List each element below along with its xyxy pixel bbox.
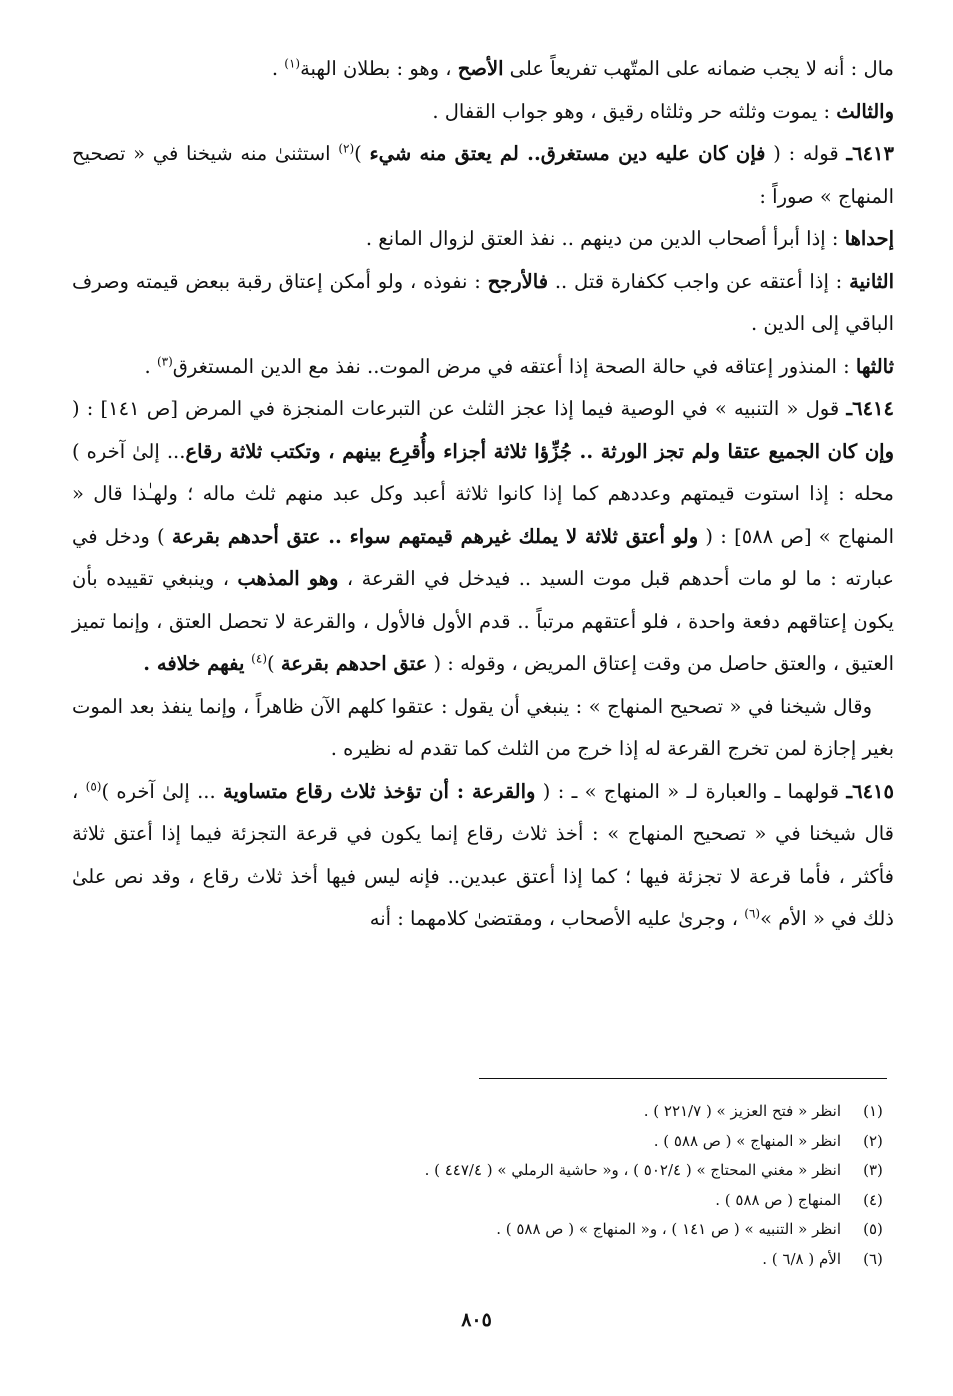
paragraph-shaykh-comment: وقال شيخنا في « تصحيح المنهاج » : ينبغي أن يقول : عتقوا كلهم الآن ظاهراً ، وإنما ينفذ بعد الموت بغير إجازة لمن تخرج القرعة له إذا خرج من الثلث كما تقدم له نظيره . [72, 694, 894, 760]
footnote-item: (٤) المنهاج ( ص ٥٨٨ ) . [715, 1190, 883, 1209]
footnote-ref-2: (٢) [338, 141, 355, 156]
footnote-ref-6: (٦) [744, 906, 761, 921]
paragraph-second: الثانية : إذا أعتقه عن واجب ككفارة قتل .. فالأرجح : نفوذه ، ولو أمكن إعتاق رقبة ببعض قيمته وصرف الباقي إلى الدين . [72, 269, 895, 335]
paragraph-1: مال : أنه لا يجب ضمانه على المتّهب تفريعاً على الأصح ، وهو : بطلان الهبة$^{(١)}$ . [271, 56, 894, 80]
page-number: ٨٠٥ [461, 1309, 492, 1331]
paragraph-6413: ٦٤١٣ـ قوله : ( فإن كان عليه دين مستغرق.. لم يعتق منه شيء )$^{(٢)}$ استثنىٰ منه شيخنا في « تصحيح المنهاج » صوراً : [72, 141, 894, 208]
footnote-divider [479, 1078, 887, 1079]
paragraph-third: ثالثها : المنذور إعتاقه في حالة الصحة إذا أعتقه في مرض الموت.. نفذ مع الدين المستغرق$^{(٣)}$ . [144, 354, 894, 378]
paragraph-first: إحداها : إذا أبرأ أصحاب الدين من دينهم .. نفذ العتق لزوال المانع . [365, 227, 894, 250]
footnote-item: (٥) انظر « التنبيه » ( ص ١٤١ ) ، و« المنهاج » ( ص ٥٨٨ ) . [496, 1220, 883, 1238]
paragraph-6415: ٦٤١٥ـ قولهما ـ والعبارة لـ « المنهاج » ـ : ( والقرعة : أن تؤخذ ثلاث رقاع متساوية ... إلىٰ آخره )$^{(٥)}$ ، قال شيخنا في « تصحيح المنهاج » : أخذ ثلاث رقاع إنما يكون في قرعة التجزئة فيما إذا أعتق ثلاثة فأكثر ، فأما قرعة لا تجزئة فيها ؛ كما إذا أعتق عبدين.. فإنه ليس فيها أخذ ثلاث رقاع ، وقد نص علىٰ ذلك في « الأم »$^{(٦)}$ ، وجرىٰ عليه الأصحاب ، ومقتضىٰ كلامهما : أنه [72, 779, 894, 930]
footnote-item: (٢) انظر « المنهاج » ( ص ٥٨٨ ) . [653, 1131, 883, 1150]
footnote-item: (٦) الأم ( ٦/٨ ) . [762, 1249, 883, 1268]
paragraph-2: والثالث : يموت وثلثه حر وثلثاه رقيق ، وهو جواب القفال . [432, 99, 894, 123]
footnotes [127, 1097, 887, 1274]
footnote-item: (٣) انظر « مغني المحتاج » ( ٥٠٢/٤ ) ، و« حاشية الرملي » ( ٤٤٧/٤ ) . [424, 1161, 883, 1179]
footnote-ref-5: (٥) [85, 779, 102, 793]
page-body [72, 48, 894, 941]
footnote-ref-4: (٤) [251, 651, 267, 666]
paragraph-6414: ٦٤١٤ـ قول « التنبيه » في الوصية فيما إذا عجز الثلث عن التبرعات المنجزة في المرض [ص ١٤١] : ( وإن كان الجميع عتقا ولم تجز الورثة .. جُزِّؤا ثلاثة أجزاء وأُقرِع بينهم ، وتكتب ثلاثة رقاع... إلىٰ آخره ) محله : إذا استوت قيمتهم وعددهم كما إذا كانوا ثلاثة أعبد وكل عبد منهم ثلث ماله ؛ ولهـٰذا قال « المنهاج » [ص ٥٨٨] : ( ولو أعتق ثلاثة لا يملك غيرهم قيمتهم سواء .. عتق أحدهم بقرعة ) ودخل في عبارته : ما لو مات أحدهم قبل موت السيد .. فيدخل في القرعة ، وهو المذهب ، وينبغي تقييده بأن يكون إعتاقهم دفعة واحدة ، فلو أعتقهم مرتباً .. قدم الأول فالأول ، والقرعة لا تحصل العتق ، وإنما تميز العتيق ، والعتق حاصل من وقت إعتاق المريض ، وقوله : ( عتق احدهم بقرعة )$^{(٤)}$ يفهم خلافه . [72, 397, 895, 675]
footnote-item: (١) انظر « فتح العزيز » ( ٢٢١/٧ ) . [643, 1102, 883, 1120]
footnote-ref-1: (١) [284, 56, 301, 71]
footnote-ref-3: (٣) [156, 354, 173, 368]
